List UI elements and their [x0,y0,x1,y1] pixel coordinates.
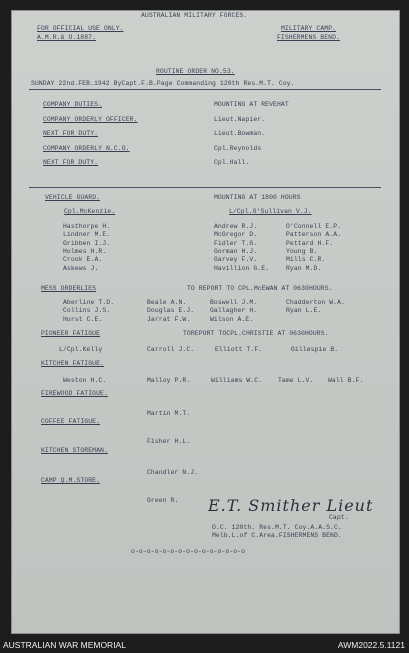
command-line: SUNDAY 22nd.FEB.1942 ByCapt.F.B.Page Commanding 120th Res.M.T. Coy. [31,80,295,87]
routine-order-page [11,10,400,634]
mess-orderlies-name: Hurst C.E. [63,315,103,323]
mess-orderlies-name: Gallagher H. [210,307,258,315]
vehicle-guard-name: Gorman H.J. [214,247,258,255]
duty-person: Lieut.Napier. [214,115,266,123]
vehicle-guard-name: Pettard H.F. [286,239,334,247]
vehicle-guard-name: Gribben I.J. [63,239,111,247]
qm-store-label: CAMP Q.M.STORE. [41,477,101,484]
duty-role: COMPANY ORDERLY N.C.O. [43,144,130,152]
header-rule [29,89,381,90]
vehicle-guard-cpl: Cpl.McKenzie. [64,208,116,215]
pioneer-report: TOREPORT TOCPL.CHRISTIE AT 0630HOURS. [183,330,329,337]
mess-orderlies-name: Boswell J.M. [210,299,258,306]
pioneer-name: Gillespie B. [291,346,339,353]
vehicle-guard-name: Fidler T.G. [214,239,258,247]
section-rule [29,187,381,188]
kitchen-fatigue-name: Wall B.F. [328,377,364,384]
mess-orderlies-name: Wilson A.E. [210,315,254,323]
firewood-label: FIREWOOD FATIGUE. [41,390,108,397]
vehicle-guard-name: Havillion G.E. [214,264,270,272]
vehicle-guard-name: Ryan M.D. [286,264,322,272]
mess-orderlies-name: Collins J.S. [63,307,111,315]
kitchen-fatigue-label: KITCHEN FATIGUE. [41,360,104,367]
kitchen-fatigue-name: Malloy P.R. [147,377,191,384]
mess-orderlies-name: Aberline T.D. [63,299,115,306]
signature-area: Melb.L.of C.Area.FISHERMENS BEND. [212,532,342,539]
mess-orderlies-name: Ryan L.E. [286,307,322,315]
mess-orderlies-name: Beale A.N. [147,299,187,306]
vehicle-guard-name: Patterson A.A. [286,231,342,239]
duty-role: NEXT FOR DUTY. [43,130,99,137]
vehicle-guard-name: Lindner M.E. [63,231,111,239]
vehicle-guard-lcpl: L/Cpl.O'Sullivan V.J. [229,208,312,215]
mess-orderlies-report: TO REPORT TO CPL.McEWAN AT 0630HOURS. [187,285,333,292]
vehicle-guard-name: McGregor D. [214,231,258,239]
vehicle-guard-name: Andrew R.J. [214,223,258,230]
camp-location: FISHERMENS BEND. [277,34,340,41]
order-title: ROUTINE ORDER NO.53. [156,68,235,75]
duty-role: COMPANY DUTIES. [43,101,103,108]
vehicle-guard-name: Askews J. [63,264,99,272]
footer-institution: AUSTRALIAN WAR MEMORIAL [3,640,126,650]
org-title: AUSTRALIAN MILITARY FORCES. [141,12,248,19]
duty-person: Lieut.Bowman. [214,130,266,137]
pioneer-name: Carroll J.C. [147,346,195,353]
duty-role: NEXT FOR DUTY. [43,159,99,166]
duty-person: Cpl.Reynolds [214,144,262,152]
vehicle-guard-name: Hasthorpe H. [63,223,111,230]
end-marker: o-o-o-o-o-o-o-o-o-o-o-o-o-o-o [131,548,246,555]
vehicle-guard-name: Young B. [286,247,318,255]
qm-store-name: Green R. [147,497,179,504]
storeman-name: Chandler N.J. [147,469,199,476]
vehicle-guard-name: Mills C.R. [286,256,326,264]
kitchen-fatigue-name: Tame L.V. [278,377,314,384]
official-use-label: FOR OFFICIAL USE ONLY. [37,25,124,32]
vehicle-guard-name: Holmes H.R. [63,247,107,255]
footer-accession: AWM2022.5.1121 [337,640,405,650]
mess-orderlies-name: Douglas E.J. [147,307,195,315]
duty-role: COMPANY ORDERLY OFFICER. [43,115,138,123]
vehicle-guard-label: VEHICLE GUARD. [45,194,101,201]
handwritten-signature: E.T. Smither Lieut [208,496,374,515]
camp-label: MILITARY CAMP. [281,25,337,32]
pioneer-name: Elliott T.F. [215,346,263,353]
mess-orderlies-name: Jarrat F.W. [147,315,191,323]
kitchen-fatigue-name: Williams W.C. [211,377,263,384]
coffee-label: COFFEE FATIGUE. [41,418,101,425]
vehicle-guard-name: Garvey F.V. [214,256,258,264]
mess-orderlies-label: MESS ORDERLIES [41,285,97,292]
duty-person: Cpl.Hall. [214,159,250,166]
regulation-ref: A.M.R.& O.1887. [37,34,97,41]
mess-orderlies-name: Chadderton W.A. [286,299,346,306]
pioneer-label: PIONEER FATIGUE [41,330,101,337]
firewood-name: Martin M.T. [147,410,191,417]
vehicle-guard-name: O'Connell E.P. [286,223,342,230]
signature-unit: O.C. 120th. Res.M.T. Coy.A.A.S.C. [212,524,342,531]
coffee-name: Fisher H.L. [147,438,191,445]
vehicle-guard-mounting: MOUNTING AT 1800 HOURS [214,194,301,201]
duty-person: MOUNTING AT REVEHAT [214,101,289,108]
storeman-label: KITCHEN STOREMAN. [41,447,108,454]
kitchen-fatigue-name: Weston H.C. [63,377,107,384]
footer-bar [0,638,409,653]
pioneer-name: L/Cpl.Kelly [59,346,103,353]
vehicle-guard-name: Crook E.A. [63,256,103,264]
signature-rank: Capt. [329,514,349,521]
